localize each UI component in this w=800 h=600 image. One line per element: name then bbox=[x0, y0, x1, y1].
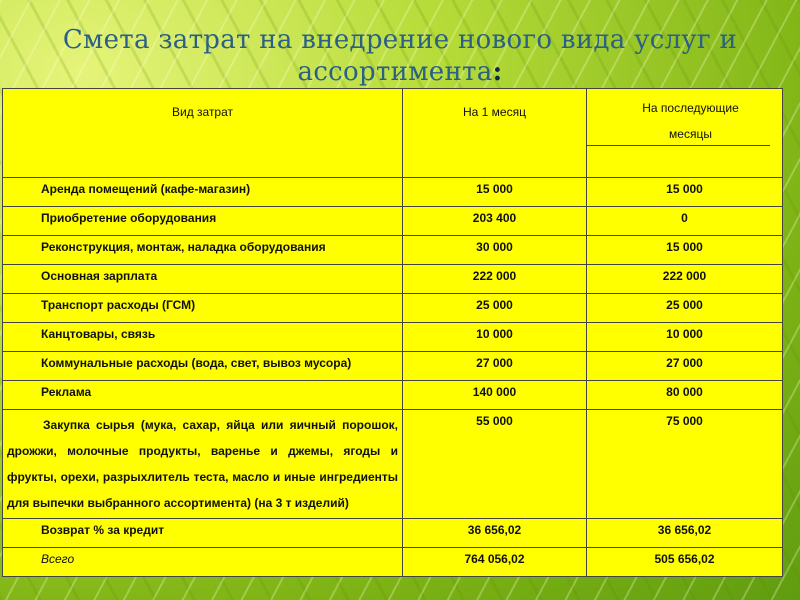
row-next-months: 15 000 bbox=[587, 178, 783, 207]
title-line-1: Смета затрат на внедрение нового вида услуг и bbox=[62, 25, 738, 55]
table-row bbox=[3, 410, 783, 519]
row-name: Реконструкция, монтаж, наладка оборудования bbox=[3, 236, 403, 265]
row-next-months: 36 656,02 bbox=[587, 519, 783, 548]
table-row bbox=[3, 294, 783, 323]
table-total-row bbox=[3, 548, 783, 577]
row-name: Коммунальные расходы (вода, свет, вывоз мусора) bbox=[3, 352, 403, 381]
row-first-month: 30 000 bbox=[403, 236, 587, 265]
header-cost-type: Вид затрат bbox=[3, 89, 403, 178]
row-next-months: 505 656,02 bbox=[587, 548, 783, 577]
row-name: Возврат % за кредит bbox=[3, 519, 403, 548]
table-row bbox=[3, 207, 783, 236]
row-first-month: 55 000 bbox=[403, 410, 587, 519]
row-first-month: 140 000 bbox=[403, 381, 587, 410]
row-first-month: 36 656,02 bbox=[403, 519, 587, 548]
title-colon: : bbox=[492, 57, 503, 87]
header-first-month: На 1 месяц bbox=[403, 89, 587, 178]
title-line-2: ассортимента bbox=[297, 57, 493, 87]
row-next-months: 15 000 bbox=[587, 236, 783, 265]
row-next-months: 222 000 bbox=[587, 265, 783, 294]
table-row bbox=[3, 381, 783, 410]
row-name: Закупка сырья (мука, сахар, яйца или яичный порошок, дрожжи, молочные продукты, варенье и джемы, ягоды и фрукты, орехи, разрыхлитель теста, масло и иные ингредиенты для выпечки выбранного ассортимента) (на 3 т изделий) bbox=[3, 410, 403, 519]
row-first-month: 10 000 bbox=[403, 323, 587, 352]
table-row bbox=[3, 323, 783, 352]
row-first-month: 222 000 bbox=[403, 265, 587, 294]
row-next-months: 75 000 bbox=[587, 410, 783, 519]
row-next-months: 10 000 bbox=[587, 323, 783, 352]
row-next-months: 80 000 bbox=[587, 381, 783, 410]
table-row bbox=[3, 265, 783, 294]
row-first-month: 25 000 bbox=[403, 294, 587, 323]
row-name: Всего bbox=[3, 548, 403, 577]
table-row bbox=[3, 352, 783, 381]
row-name: Канцтовары, связь bbox=[3, 323, 403, 352]
row-name: Реклама bbox=[3, 381, 403, 410]
row-first-month: 15 000 bbox=[403, 178, 587, 207]
row-name: Основная зарплата bbox=[3, 265, 403, 294]
row-first-month: 27 000 bbox=[403, 352, 587, 381]
header-next-months: На последующие месяцы bbox=[587, 89, 783, 178]
row-first-month: 203 400 bbox=[403, 207, 587, 236]
row-first-month: 764 056,02 bbox=[403, 548, 587, 577]
row-name: Приобретение оборудования bbox=[3, 207, 403, 236]
table-row bbox=[3, 236, 783, 265]
row-next-months: 27 000 bbox=[587, 352, 783, 381]
cost-estimate-table bbox=[2, 88, 783, 577]
table-header-row bbox=[3, 89, 783, 178]
slide-title bbox=[0, 24, 800, 88]
table-row bbox=[3, 178, 783, 207]
table-row bbox=[3, 519, 783, 548]
row-name: Транспорт расходы (ГСМ) bbox=[3, 294, 403, 323]
row-name: Аренда помещений (кафе-магазин) bbox=[3, 178, 403, 207]
row-next-months: 25 000 bbox=[587, 294, 783, 323]
row-next-months: 0 bbox=[587, 207, 783, 236]
